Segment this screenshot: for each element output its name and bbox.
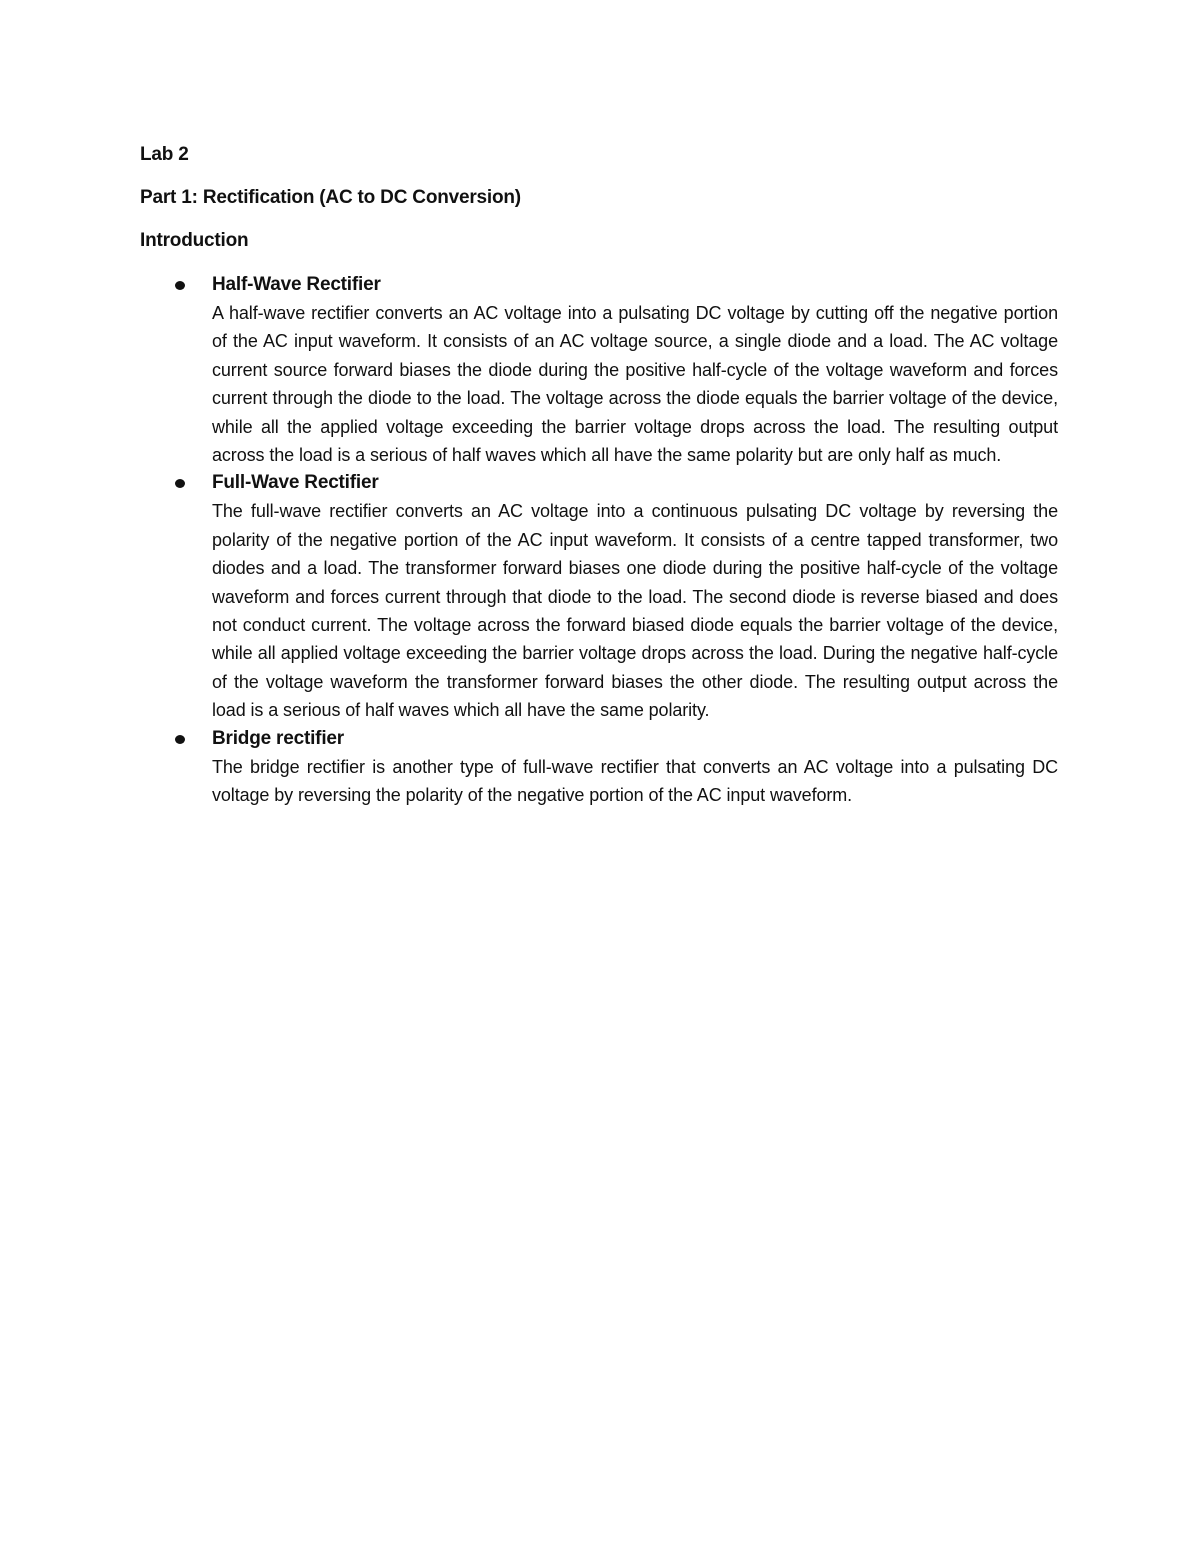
part-heading: Part 1: Rectification (AC to DC Conversion) [140,187,521,208]
list-item-body: The full-wave rectifier converts an AC voltage into a continuous pulsating DC voltage by reversing the polarity of the negative portion of the AC input waveform. It consists of a centre tapped transformer, two diodes and a load. The transformer forward biases one diode during the positive half-cycle of the voltage waveform and forces current through that diode to the load. The second diode is reverse biased and does not conduct current. The voltage across the forward biased diode equals the barrier voltage of the device, while all applied voltage exceeding the barrier voltage drops across the load. During the negative half-cycle of the voltage waveform the transformer forward biases the other diode. The resulting output across the load is a serious of half waves which all have the same polarity. [212,501,1058,721]
list-item-full-wave [140,469,1060,724]
list-item-body: A half-wave rectifier converts an AC voltage into a pulsating DC voltage by cutting off the negative portion of the AC input waveform. It consists of an AC voltage source, a single diode and a load. The AC voltage current source forward biases the diode during the positive half-cycle of the voltage waveform and forces current through the diode to the load. The voltage across the diode equals the barrier voltage of the device, while all the applied voltage exceeding the barrier voltage drops across the load. The resulting output across the load is a serious of half waves which all have the same polarity but are only half as much. [212,303,1058,466]
list-item-body: The bridge rectifier is another type of full-wave rectifier that converts an AC voltage into a pulsating DC voltage by reversing the polarity of the negative portion of the AC input waveform. [212,756,1058,806]
section-heading: Introduction [140,230,249,251]
list-item-title: Bridge rectifier [212,727,344,749]
list-item-half-wave [140,271,1060,469]
bullet-icon [175,735,185,744]
rectifier-list [140,271,1060,810]
bullet-icon [175,479,185,488]
list-item-bridge [140,725,1060,810]
list-item-title: Half-Wave Rectifier [212,274,381,295]
list-item-title: Full-Wave Rectifier [212,472,379,494]
document-title: Lab 2 [140,144,189,165]
document-body [140,141,1060,810]
bullet-icon [175,281,185,290]
